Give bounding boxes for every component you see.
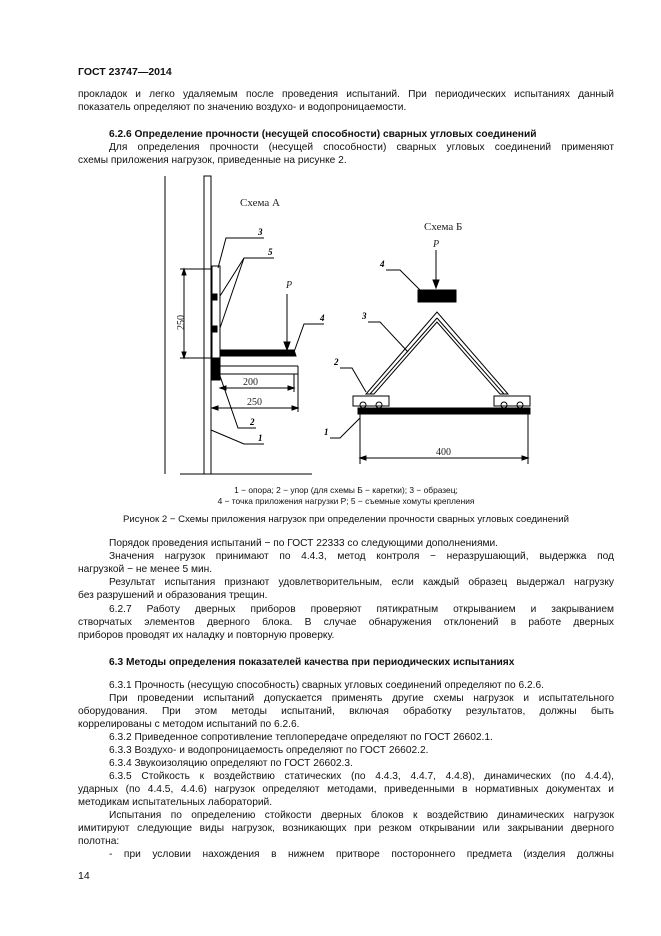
scheme-b-load-pad: [418, 290, 456, 302]
scheme-a-callout-5: 5: [268, 247, 273, 257]
section-626-line-2: схемы приложения нагрузок, приведенные на рисунке 2.: [78, 155, 347, 166]
para-631: 6.3.1 Прочность (несущую способность) сварных угловых соединений определяют по 6.2.6.: [109, 680, 544, 691]
intro-line-2: показатель определяют по значению воздухо- и водопроницаемости.: [78, 102, 407, 113]
scheme-a-clamp-upper: [211, 294, 217, 300]
scheme-b-carriage-right: [494, 396, 530, 406]
scheme-b-base: [358, 408, 530, 414]
scheme-b-callout-4: 4: [380, 259, 385, 269]
para-632: 6.3.2 Приведенное сопротивление теплопередаче определяют по ГОСТ 26602.1.: [109, 732, 493, 743]
scheme-b-sample-mid-left: [370, 318, 437, 394]
para-635-line-3: методикам испытательных лабораторий.: [78, 797, 273, 808]
scheme-a-stop: [212, 358, 220, 380]
scheme-a-dim-250-v-label: 250: [176, 315, 187, 330]
scheme-b-load-arrow-head: [433, 280, 439, 288]
intro-line-1: прокладок и легко удаляемым после проведения испытаний. При периодических испытаниях данный: [78, 89, 614, 100]
para-procedure: Порядок проведения испытаний − по ГОСТ 22333 со следующими дополнениями.: [109, 538, 499, 549]
para-alt-schemes-line-2: оборудования. При этом методы испытаний, включая обработку результатов, должны быть: [78, 706, 614, 717]
para-dynamic-line-1: Испытания по определению стойкости дверных блоков к воздействию динамических нагрузок: [109, 810, 614, 821]
scheme-b-callout-3: 3: [362, 311, 367, 321]
scheme-a-leader-5a: [220, 258, 274, 296]
scheme-a-leader-4: [294, 324, 324, 352]
scheme-b-leader-2: [340, 368, 366, 392]
scheme-b-wheel-left-2: [376, 402, 382, 408]
para-result-line-1: Результат испытания признают удовлетворительным, если каждый образец выдержал нагрузку: [109, 577, 614, 588]
scheme-b-wheel-right-1: [501, 402, 507, 408]
scheme-b-leader-1: [330, 418, 360, 438]
section-626-heading: 6.2.6 Определение прочности (несущей способности) сварных угловых соединений: [109, 129, 537, 140]
para-635-line-1: 6.3.5 Стойкость к воздействию статических (по 4.4.3, 4.4.7, 4.4.8), динамических (по 4.4.4),: [109, 771, 614, 782]
scheme-a-clamp-lower: [211, 326, 217, 332]
scheme-a-support-post: [204, 176, 211, 474]
scheme-b-dim-400-label: 400: [436, 447, 451, 458]
section-63-heading: 6.3 Методы определения показателей качества при периодических испытаниях: [109, 657, 515, 668]
scheme-a-leader-1: [211, 430, 264, 444]
para-loads-line-1: Значения нагрузок принимают по 4.4.3, метод контроля − неразрушающий, выдержка под: [109, 551, 614, 562]
figure-legend-line-2: 4 − точка приложения нагрузки P; 5 − съемные хомуты крепления: [217, 496, 475, 506]
scheme-a-dim-200-label: 200: [243, 377, 258, 388]
para-dynamic-line-2: имитируют следующие виды нагрузок, возникающих при резком открывании или закрывании дверного: [78, 823, 614, 834]
para-alt-schemes-line-3: коррелированы с методом испытаний по 6.2.6.: [78, 719, 300, 730]
para-635-line-2: ударных (по 4.4.5, 4.4.6) нагрузок определяют методами, приведенными в нормативных документах и: [78, 784, 614, 795]
scheme-a-callout-4: 4: [320, 313, 325, 323]
document-header: ГОСТ 23747—2014: [78, 66, 172, 78]
para-627-line-3: приборов проводят их наладку и повторную проверку.: [78, 630, 335, 641]
para-bottom-item: - при условии нахождения в нижнем притворе постороннего предмета (изделия должны: [109, 849, 614, 860]
scheme-a-callout-1: 1: [258, 433, 263, 443]
scheme-b-carriage-left: [353, 396, 389, 406]
para-dynamic-line-3: полотна:: [78, 836, 120, 847]
para-loads-line-2: нагрузкой − не менее 5 мин.: [78, 564, 213, 575]
figure-legend-line-1: 1 − опора; 2 − упор (для схемы Б − каретки); 3 − образец;: [234, 485, 458, 495]
section-626-line-1: Для определения прочности (несущей способности) сварных угловых соединений применяют: [109, 142, 614, 153]
scheme-b-wheel-right-2: [517, 402, 523, 408]
scheme-b-leader-3: [368, 322, 408, 352]
para-alt-schemes-line-1: При проведении испытаний допускается применять другие схемы нагрузок и испытательного: [109, 693, 614, 704]
para-633: 6.3.3 Воздухо- и водопроницаемость определяют по ГОСТ 26602.2.: [109, 745, 429, 756]
scheme-a-load-arrow-head: [284, 342, 290, 350]
figure-2-diagram: [140, 168, 540, 483]
para-result-line-2: без разрушений и образования трещин.: [78, 590, 268, 601]
scheme-a-callout-3: 3: [258, 227, 263, 237]
page-number: 14: [78, 870, 90, 882]
scheme-a-callout-2: 2: [250, 417, 255, 427]
scheme-a-horizontal-profile: [220, 350, 296, 356]
scheme-b-title: Схема Б: [424, 221, 463, 233]
scheme-b-callout-2: 2: [334, 357, 339, 367]
scheme-b-callout-1: 1: [324, 427, 329, 437]
para-627-line-1: 6.2.7 Работу дверных приборов проверяют пятикратным открыванием и закрыванием: [109, 604, 614, 615]
scheme-a-vertical-profile: [212, 266, 220, 358]
scheme-b-sample-outer: [366, 312, 508, 394]
scheme-a-leader-5b: [220, 258, 244, 328]
figure-caption: Рисунок 2 − Схемы приложения нагрузок при определении прочности сварных угловых соединений: [123, 514, 569, 525]
scheme-b-wheel-left-1: [360, 402, 366, 408]
scheme-a-dim-250-h-label: 250: [247, 397, 262, 408]
scheme-b-load-label: P: [433, 239, 440, 250]
para-627-line-2: створчатых элементов дверного блока. В случае обнаружения отклонений в работе дверных: [78, 617, 614, 628]
scheme-a-load-label: P: [286, 280, 293, 291]
scheme-b-sample-mid-right: [437, 318, 504, 394]
scheme-b-leader-4: [386, 270, 420, 290]
scheme-a-title: Схема А: [240, 197, 280, 209]
para-634: 6.3.4 Звукоизоляцию определяют по ГОСТ 26602.3.: [109, 758, 353, 769]
